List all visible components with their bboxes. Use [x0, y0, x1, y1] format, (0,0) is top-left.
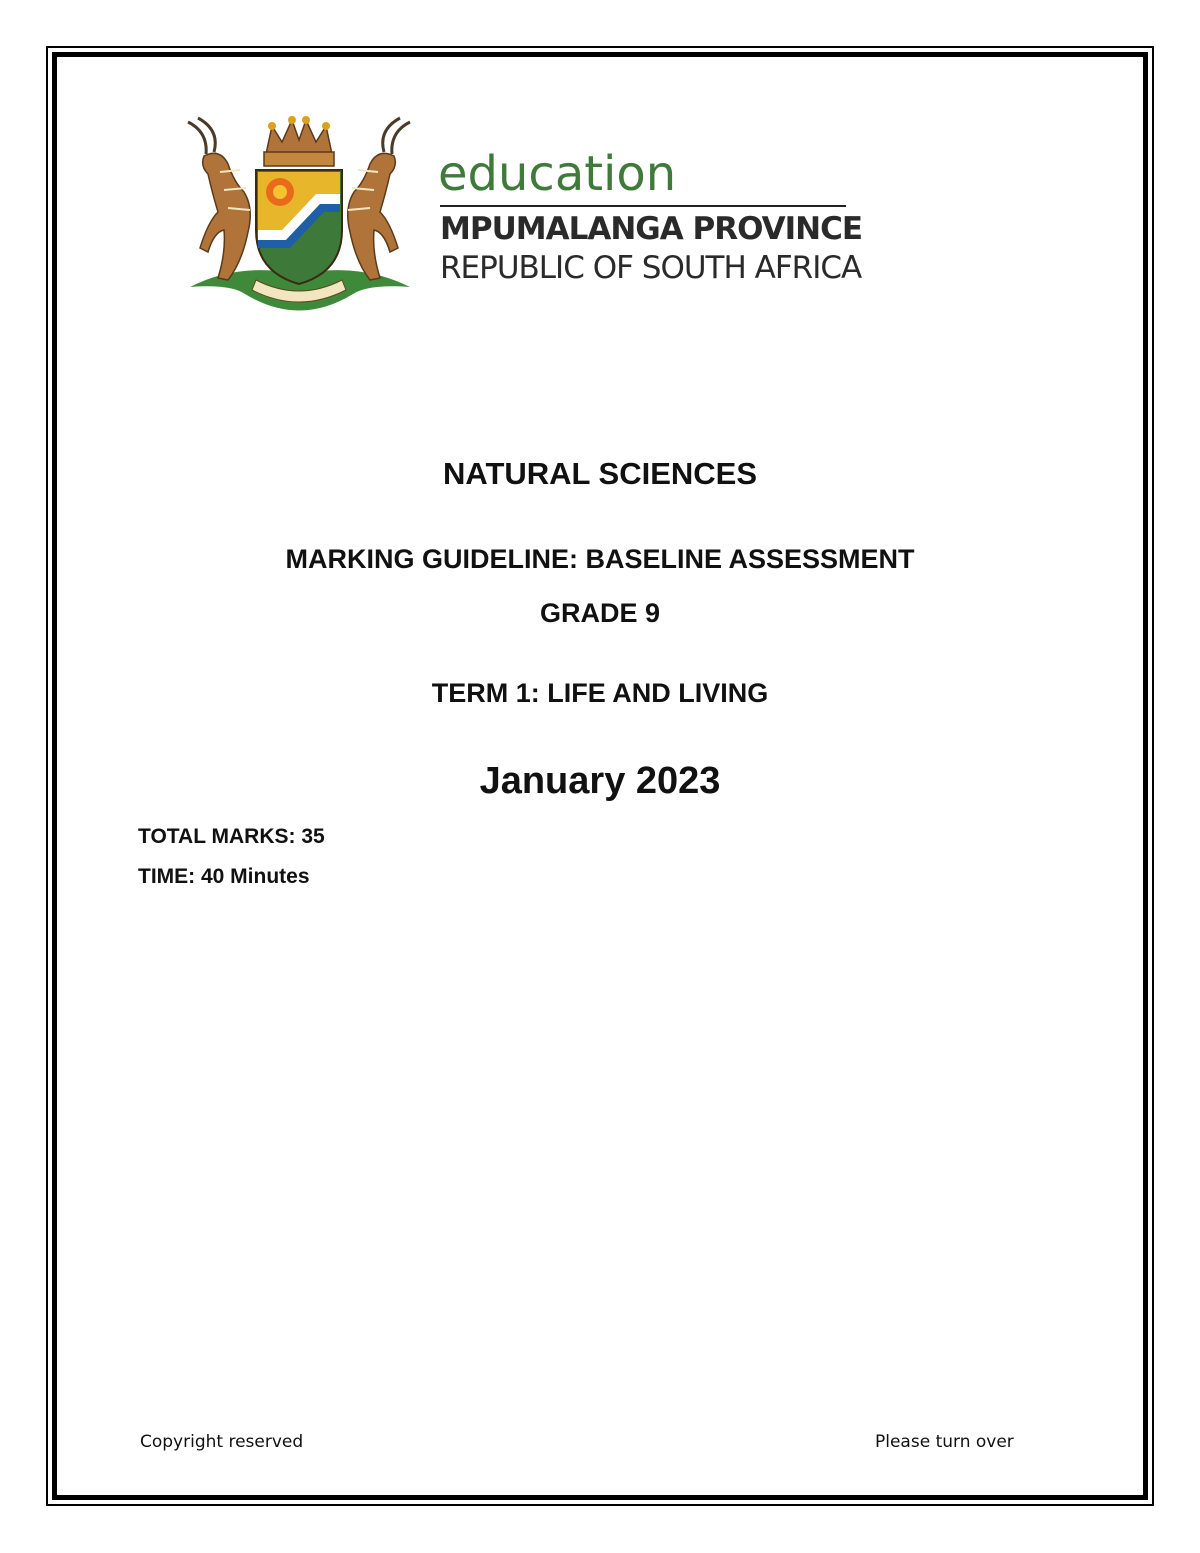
exam-date: January 2023 — [479, 760, 721, 802]
guideline-title: MARKING GUIDELINE: BASELINE ASSESSMENT — [285, 544, 915, 574]
exam-time: TIME: 40 Minutes — [138, 865, 310, 888]
province-name: MPUMALANGA PROVINCE — [440, 211, 863, 247]
footer-turn-over: Please turn over — [875, 1432, 1014, 1452]
total-marks: TOTAL MARKS: 35 — [138, 825, 325, 848]
grade-title: GRADE 9 — [539, 598, 661, 628]
crest-shield — [256, 170, 342, 284]
logo-divider — [440, 205, 846, 207]
footer-copyright: Copyright reserved — [140, 1432, 304, 1452]
crest-crown — [264, 116, 334, 166]
term-title: TERM 1: LIFE AND LIVING — [431, 678, 769, 708]
country-name: REPUBLIC OF SOUTH AFRICA — [440, 250, 862, 286]
coat-of-arms-logo — [168, 112, 430, 318]
subject-title: NATURAL SCIENCES — [442, 456, 758, 491]
right-kudu-supporter — [348, 118, 410, 280]
education-wordmark: education — [438, 146, 677, 202]
left-kudu-supporter — [188, 118, 250, 280]
